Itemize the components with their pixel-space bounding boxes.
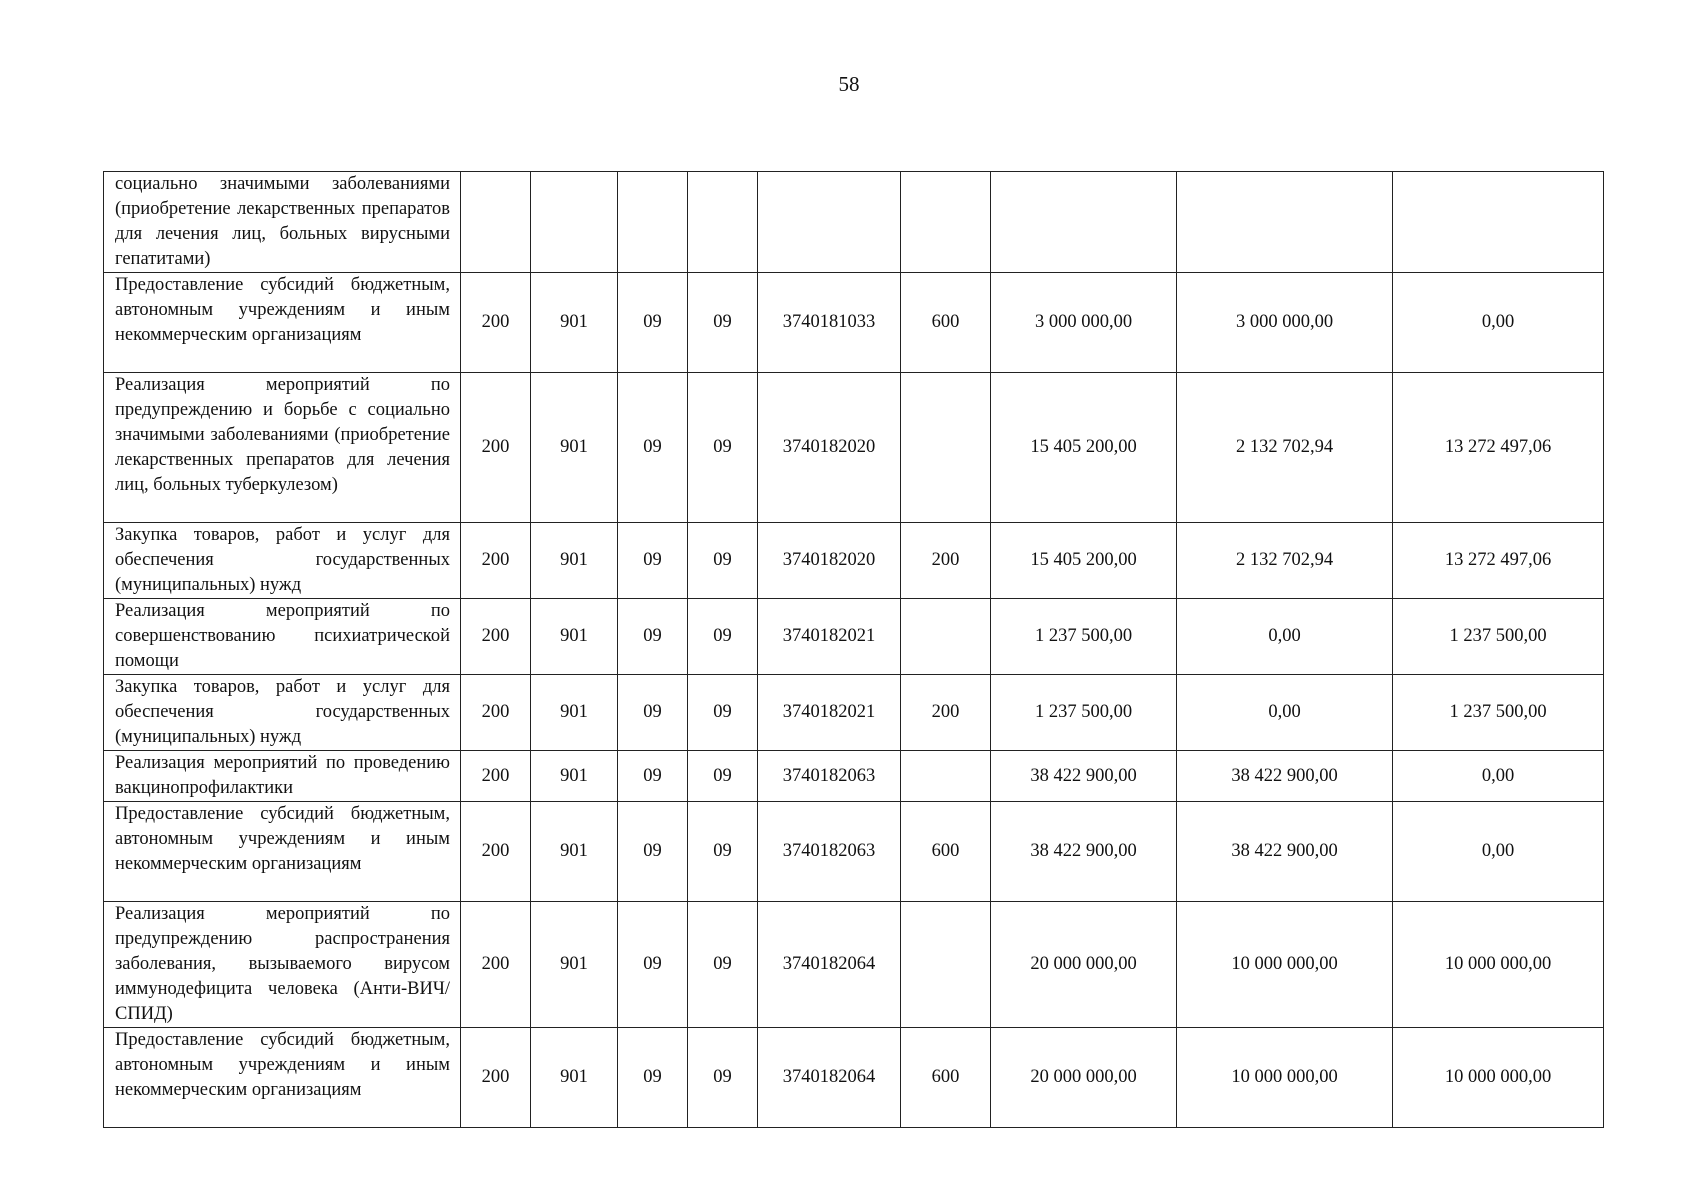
cell: 901 — [531, 599, 618, 675]
row-description: социально значимыми заболеваниями (приобретение лекарственных препаратов для лечения лиц, больных вирусными гепатитами) — [104, 172, 461, 273]
cell — [991, 172, 1177, 273]
cell: 13 272 497,06 — [1393, 373, 1604, 523]
cell — [901, 172, 991, 273]
cell — [618, 172, 688, 273]
cell: 3740182021 — [758, 675, 901, 751]
table-row — [104, 802, 1604, 902]
page-number: 58 — [838, 72, 860, 96]
cell: 10 000 000,00 — [1393, 1028, 1604, 1128]
cell — [758, 172, 901, 273]
cell: 09 — [688, 599, 758, 675]
cell: 3740182064 — [758, 902, 901, 1028]
cell: 09 — [688, 523, 758, 599]
row-description: Реализация мероприятий по предупреждению и борьбе с социально значимыми заболеваниями (приобретение лекарственных препаратов для лечения лиц, больных туберкулезом) — [104, 373, 461, 523]
cell: 38 422 900,00 — [1177, 802, 1393, 902]
cell: 600 — [901, 802, 991, 902]
cell: 09 — [688, 1028, 758, 1128]
cell: 15 405 200,00 — [991, 523, 1177, 599]
cell: 901 — [531, 273, 618, 373]
cell: 901 — [531, 1028, 618, 1128]
table-row — [104, 751, 1604, 802]
row-description: Предоставление субсидий бюджетным, автономным учреждениям и иным некоммерческим организациям — [104, 802, 461, 902]
cell: 0,00 — [1177, 675, 1393, 751]
cell: 0,00 — [1177, 599, 1393, 675]
cell: 38 422 900,00 — [991, 751, 1177, 802]
cell: 3740182063 — [758, 802, 901, 902]
table-row — [104, 675, 1604, 751]
row-description: Реализация мероприятий по совершенствованию психиатрической помощи — [104, 599, 461, 675]
cell: 200 — [461, 751, 531, 802]
cell: 13 272 497,06 — [1393, 523, 1604, 599]
table-row — [104, 902, 1604, 1028]
table-row — [104, 1028, 1604, 1128]
table-row — [104, 273, 1604, 373]
cell: 3740182021 — [758, 599, 901, 675]
row-description: Закупка товаров, работ и услуг для обеспечения государственных (муниципальных) нужд — [104, 675, 461, 751]
cell: 200 — [461, 1028, 531, 1128]
cell: 10 000 000,00 — [1177, 1028, 1393, 1128]
cell: 1 237 500,00 — [1393, 675, 1604, 751]
cell: 200 — [461, 599, 531, 675]
cell: 2 132 702,94 — [1177, 373, 1393, 523]
cell — [901, 902, 991, 1028]
table-row — [104, 373, 1604, 523]
row-description: Предоставление субсидий бюджетным, автономным учреждениям и иным некоммерческим организациям — [104, 273, 461, 373]
cell: 2 132 702,94 — [1177, 523, 1393, 599]
cell: 600 — [901, 1028, 991, 1128]
cell: 09 — [618, 523, 688, 599]
cell: 10 000 000,00 — [1177, 902, 1393, 1028]
cell — [1177, 172, 1393, 273]
cell: 09 — [618, 273, 688, 373]
cell — [901, 751, 991, 802]
cell: 09 — [688, 751, 758, 802]
cell: 09 — [618, 373, 688, 523]
cell — [901, 373, 991, 523]
cell: 3 000 000,00 — [1177, 273, 1393, 373]
cell: 200 — [461, 675, 531, 751]
cell: 3740182064 — [758, 1028, 901, 1128]
cell: 09 — [688, 902, 758, 1028]
cell: 15 405 200,00 — [991, 373, 1177, 523]
cell: 09 — [618, 1028, 688, 1128]
cell: 0,00 — [1393, 751, 1604, 802]
cell: 09 — [688, 373, 758, 523]
cell: 1 237 500,00 — [1393, 599, 1604, 675]
cell: 901 — [531, 902, 618, 1028]
cell: 09 — [618, 751, 688, 802]
cell: 200 — [461, 273, 531, 373]
cell: 3740182020 — [758, 523, 901, 599]
cell: 10 000 000,00 — [1393, 902, 1604, 1028]
cell — [901, 599, 991, 675]
cell: 09 — [618, 599, 688, 675]
cell: 09 — [618, 802, 688, 902]
row-description: Реализация мероприятий по предупреждению распространения заболевания, вызываемого вирусом иммунодефицита человека (Анти-ВИЧ/СПИД) — [104, 902, 461, 1028]
cell: 09 — [618, 902, 688, 1028]
cell: 901 — [531, 675, 618, 751]
cell: 901 — [531, 751, 618, 802]
cell — [461, 172, 531, 273]
cell: 3740182063 — [758, 751, 901, 802]
cell: 0,00 — [1393, 802, 1604, 902]
cell: 09 — [688, 802, 758, 902]
cell: 600 — [901, 273, 991, 373]
row-description: Предоставление субсидий бюджетным, автономным учреждениям и иным некоммерческим организациям — [104, 1028, 461, 1128]
cell: 09 — [688, 273, 758, 373]
cell: 200 — [901, 523, 991, 599]
cell: 901 — [531, 523, 618, 599]
cell: 200 — [461, 523, 531, 599]
cell: 200 — [461, 373, 531, 523]
cell: 1 237 500,00 — [991, 675, 1177, 751]
cell: 3740182020 — [758, 373, 901, 523]
cell: 38 422 900,00 — [991, 802, 1177, 902]
table-row — [104, 172, 1604, 273]
cell: 20 000 000,00 — [991, 902, 1177, 1028]
cell: 3740181033 — [758, 273, 901, 373]
cell: 0,00 — [1393, 273, 1604, 373]
table-row — [104, 523, 1604, 599]
cell — [531, 172, 618, 273]
cell: 1 237 500,00 — [991, 599, 1177, 675]
cell: 901 — [531, 373, 618, 523]
cell: 09 — [688, 675, 758, 751]
budget-table — [103, 171, 1604, 1128]
row-description: Реализация мероприятий по проведению вакцинопрофилактики — [104, 751, 461, 802]
cell: 200 — [461, 902, 531, 1028]
cell: 20 000 000,00 — [991, 1028, 1177, 1128]
row-description: Закупка товаров, работ и услуг для обеспечения государственных (муниципальных) нужд — [104, 523, 461, 599]
cell: 901 — [531, 802, 618, 902]
cell: 3 000 000,00 — [991, 273, 1177, 373]
cell — [1393, 172, 1604, 273]
cell: 200 — [461, 802, 531, 902]
cell: 38 422 900,00 — [1177, 751, 1393, 802]
cell: 200 — [901, 675, 991, 751]
cell: 09 — [618, 675, 688, 751]
table-row — [104, 599, 1604, 675]
cell — [688, 172, 758, 273]
